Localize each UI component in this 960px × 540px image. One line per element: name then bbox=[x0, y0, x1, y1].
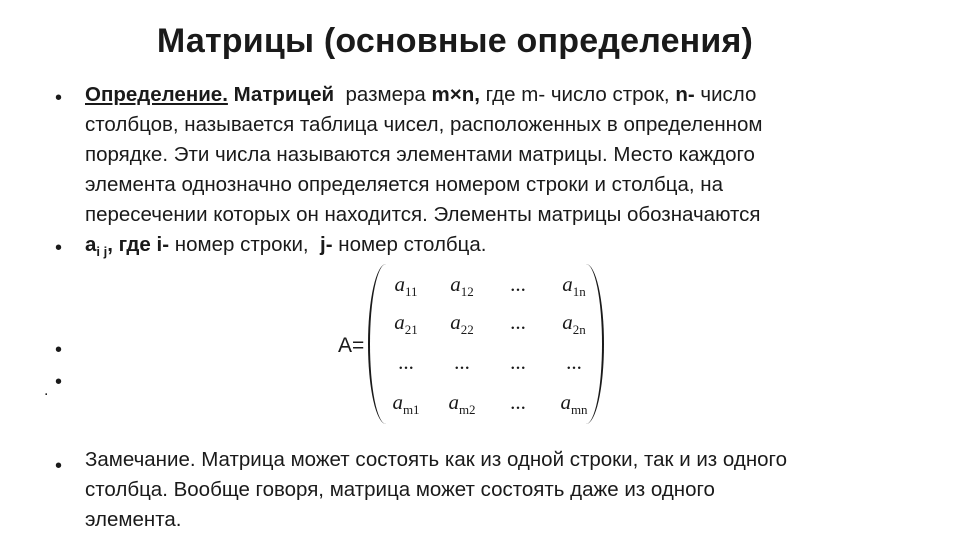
matrix bbox=[368, 264, 604, 424]
element-i: i- bbox=[156, 233, 170, 256]
definition-n: n- bbox=[675, 83, 695, 106]
stray-dot: . bbox=[44, 382, 49, 399]
matrix-cell: ... bbox=[510, 272, 526, 296]
matrix-cell: ... bbox=[398, 350, 414, 374]
matrix-cell: $a_{2n}$ bbox=[562, 310, 586, 338]
matrix-cell: $a_{mn}$ bbox=[560, 390, 588, 418]
matrix-cell: $a_{m2}$ bbox=[448, 390, 476, 418]
definition-line-4: элемента однозначно определяется номером строки и столбца, на bbox=[85, 173, 723, 196]
matrix-cell: ... bbox=[510, 310, 526, 334]
matrix-cell: $a_{12}$ bbox=[450, 272, 474, 300]
matrix-cell: $a_{21}$ bbox=[394, 310, 418, 338]
bullet-marker: • bbox=[55, 237, 63, 259]
matrix-cell: $a_{11}$ bbox=[394, 272, 418, 300]
definition-line-5: пересечении которых он находится. Элементы матрицы обозначаются bbox=[85, 203, 761, 226]
matrix-cell: ... bbox=[566, 350, 582, 374]
bullet-marker: • bbox=[55, 455, 63, 477]
matrix-label: A= bbox=[338, 334, 365, 357]
element-symbol: $a_{i j}$ bbox=[85, 233, 108, 260]
matrix-cell: $a_{m1}$ bbox=[392, 390, 420, 418]
element-j: j- bbox=[320, 233, 333, 256]
bullet-marker: • bbox=[55, 371, 63, 393]
remark-line-1: Замечание. Матрица может состоять как из одной строки, так и из одного bbox=[85, 448, 787, 471]
definition-label: Определение. bbox=[85, 83, 228, 106]
matrix-cell: ... bbox=[510, 350, 526, 374]
definition-term: Матрицей bbox=[233, 83, 335, 106]
definition-text-1: размера bbox=[345, 83, 426, 106]
definition-line-2: столбцов, называется таблица чисел, расположенных в определенном bbox=[85, 113, 763, 136]
definition-text-2: где m- число строк, bbox=[485, 83, 670, 106]
matrix-cell: $a_{22}$ bbox=[450, 310, 474, 338]
definition-mn: m×n, bbox=[431, 83, 480, 106]
bullet-marker: • bbox=[55, 87, 63, 109]
definition-line-1 bbox=[85, 80, 905, 110]
element-text-2: номер строки, bbox=[174, 233, 309, 256]
element-notation-line bbox=[85, 230, 905, 267]
remark-line-2: столбца. Вообще говоря, матрица может состоять даже из одного bbox=[85, 478, 715, 501]
element-text-1: , где bbox=[107, 233, 151, 256]
bullet-marker: • bbox=[55, 339, 63, 361]
remark-line-3: элемента. bbox=[85, 508, 182, 531]
definition-paragraph bbox=[85, 80, 905, 230]
definition-line-3: порядке. Эти числа называются элементами матрицы. Место каждого bbox=[85, 143, 755, 166]
definition-text-3: число bbox=[700, 83, 757, 106]
matrix-cell: ... bbox=[454, 350, 470, 374]
remark-paragraph bbox=[85, 445, 905, 535]
matrix-cell: ... bbox=[510, 390, 526, 414]
matrix-cell: $a_{1n}$ bbox=[562, 272, 586, 300]
element-text-3: номер столбца. bbox=[338, 233, 487, 256]
slide-title: Матрицы (основные определения) bbox=[156, 22, 754, 60]
